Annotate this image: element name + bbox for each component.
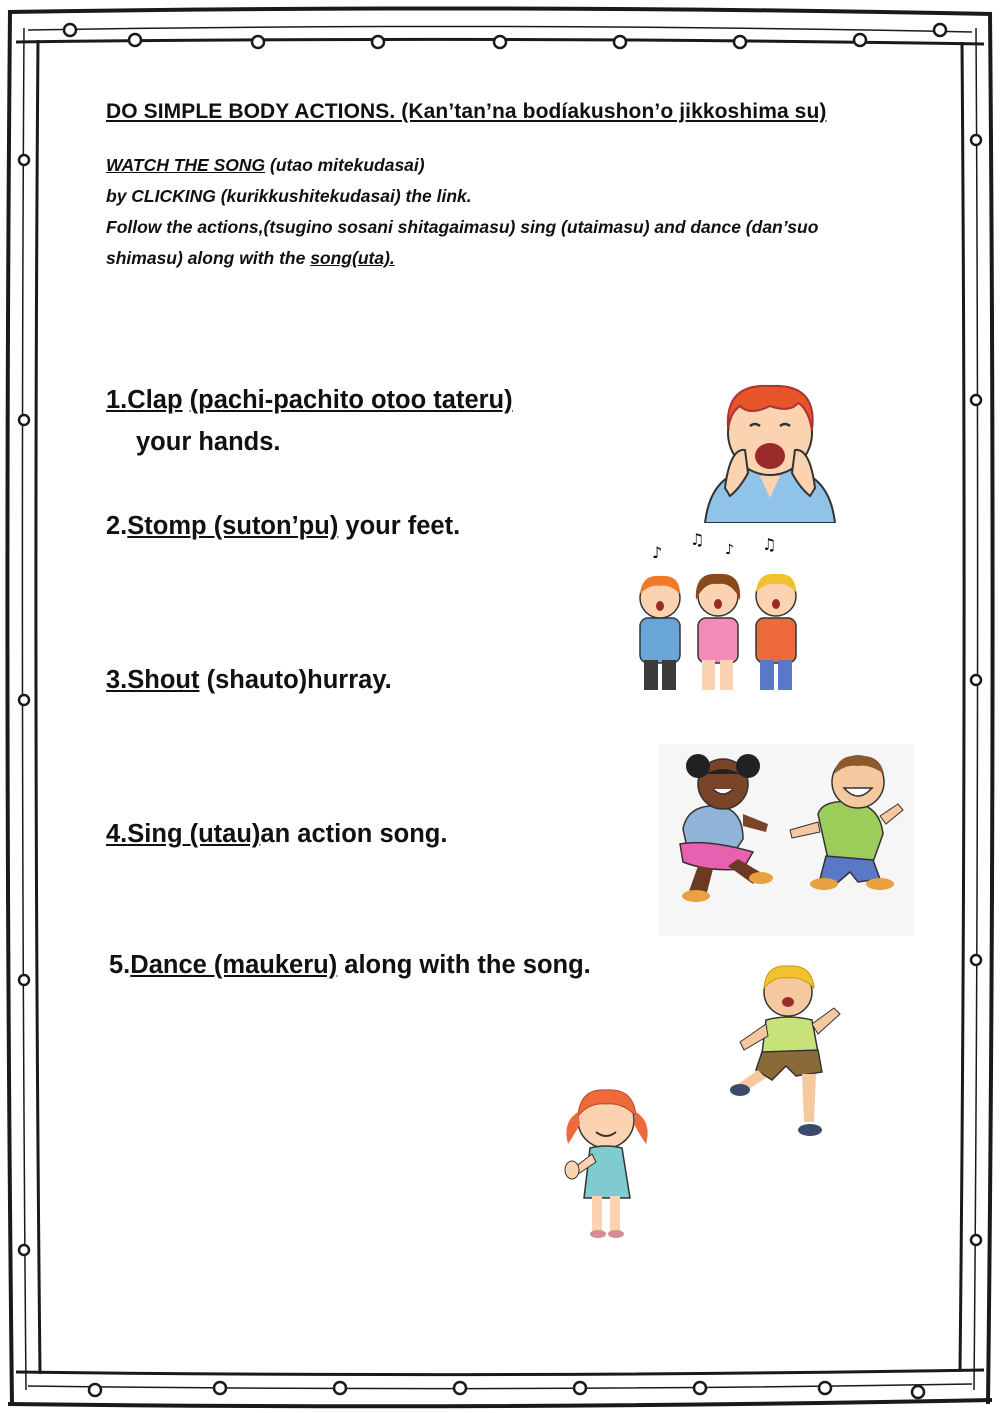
svg-text:♪: ♪ [652, 543, 663, 562]
instructions [106, 150, 896, 274]
action-5: 5.Dance (maukeru) along with the song. [109, 951, 591, 979]
action-1-verb: 1.Clap [106, 386, 183, 414]
instruction-line-3: Follow the actions,(tsugino sosani shitagaimasu) sing (utaimasu) and dance (dan’suo shimasu) along with the song(uta). [106, 217, 819, 268]
instruction-line-1 [106, 150, 896, 181]
action-3: 3.Shout (shauto)hurray. [106, 666, 392, 694]
action-5-verb: Dance (maukeru) [130, 951, 338, 979]
dancing-kids-illustration [658, 744, 914, 936]
action-1 [106, 386, 513, 415]
action-1-gloss: (pachi-pachito otoo tateru) [189, 386, 513, 414]
action-1-line-2: your hands. [136, 428, 281, 456]
action-3-verb: 3.Shout [106, 666, 200, 694]
worksheet-title: DO SIMPLE BODY ACTIONS. (Kan’tan’na bodíakushon’o jikkoshima su) [106, 100, 827, 123]
svg-text:♫: ♫ [690, 530, 705, 549]
song-link-word: song(uta). [310, 248, 395, 268]
clapping-girl-illustration [556, 1082, 660, 1238]
jumping-boy-illustration [726, 962, 856, 1147]
action-2-verb: Stomp (suton’pu) [127, 512, 339, 540]
svg-text:♫: ♫ [762, 535, 777, 554]
watch-song-gloss: (utao mitekudasai) [265, 155, 425, 175]
watch-song-label: WATCH THE SONG [106, 155, 266, 175]
action-2: 2.Stomp (suton’pu) your feet. [106, 512, 461, 540]
singing-kids-illustration [630, 530, 810, 700]
shouting-boy-illustration [700, 378, 840, 523]
action-4-verb: 4.Sing (utau) [106, 820, 261, 848]
instruction-line-2: by CLICKING (kurikkushitekudasai) the link. [106, 186, 472, 206]
svg-text:♪: ♪ [725, 542, 734, 558]
action-4: 4.Sing (utau)an action song. [106, 820, 448, 848]
